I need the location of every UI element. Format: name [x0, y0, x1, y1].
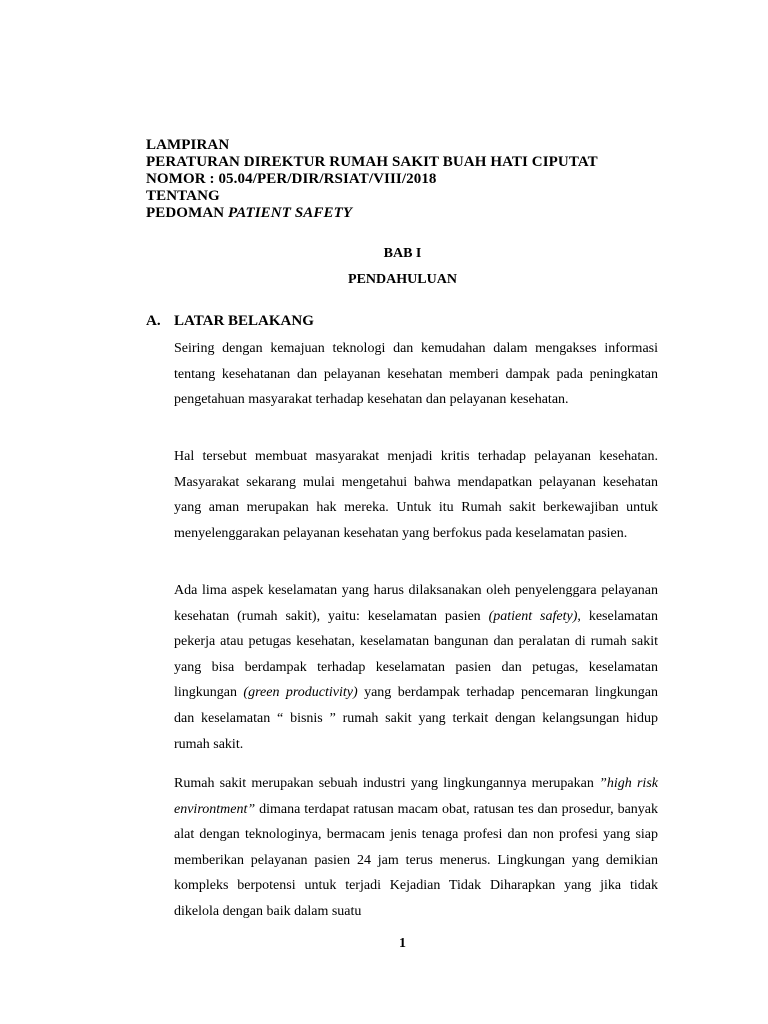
paragraph-3-text-c: , keselamatan pekerja atau petugas kesehatan, keselamatan bangunan dan peralatan di rumah sakit yang bisa berdampak terhadap keselamatan pasien dan petugas, keselamatan lingkungan — [174, 608, 658, 701]
paragraph-3 — [174, 578, 658, 757]
header-regulation-title: PERATURAN DIREKTUR RUMAH SAKIT BUAH HATI CIPUTAT — [146, 154, 598, 170]
paragraph-1-text: Seiring dengan kemajuan teknologi dan kemudahan dalam mengakses informasi tentang kesehatanan dan pelayanan kesehatan memberi dampak pada peningkatan pengetahuan masyarakat terhadap kesehatan dan pelayanan kesehatan. — [174, 341, 658, 408]
paragraph-2 — [174, 444, 658, 546]
chapter-number: BAB I — [383, 246, 422, 261]
header-lampiran: LAMPIRAN — [146, 137, 230, 153]
section-heading — [146, 313, 314, 330]
paragraph-2-text: Hal tersebut membuat masyarakat menjadi kritis terhadap pelayanan kesehatan. Masyarakat sekarang mulai mengetahui bahwa mendapatkan pelayanan kesehatan yang aman merupakan hak mereka. Untuk itu Rumah sakit berkewajiban untuk menyelenggarakan pelayanan kesehatan yang berfokus pada keselamatan pasien. — [174, 449, 658, 541]
section-number: A. — [146, 313, 161, 329]
paragraph-1 — [174, 336, 658, 413]
paragraph-3-text-e: yang berdampak terhadap pencemaran lingkungan dan keselamatan “ bisnis ” rumah sakit yang terkait dengan kelangsungan hidup rumah sakit. — [174, 685, 658, 752]
header-subject — [146, 205, 598, 222]
paragraph-3-italic-patient-safety: (patient safety) — [488, 608, 578, 624]
paragraph-4-italic-high-risk: ”high risk environtment” — [174, 776, 658, 817]
section-title: LATAR BELAKANG — [174, 313, 314, 329]
header-tentang: TENTANG — [146, 188, 220, 204]
header-subject-italic: PATIENT SAFETY — [228, 205, 353, 221]
page-number: 1 — [399, 936, 406, 951]
paragraph-4 — [174, 771, 658, 925]
header-document-number: NOMOR : 05.04/PER/DIR/RSIAT/VIII/2018 — [146, 171, 437, 187]
header-subject-prefix: PEDOMAN — [146, 205, 229, 221]
paragraph-3-text-a: Ada lima aspek keselamatan yang harus dilaksanakan oleh penyelenggara pelayanan kesehatan (rumah sakit), yaitu: keselamatan pasien — [174, 583, 658, 624]
paragraph-4-text-a: Rumah sakit merupakan sebuah industri yang lingkungannya merupakan — [174, 776, 600, 791]
paragraph-4-text-c: dimana terdapat ratusan macam obat, ratusan tes dan prosedur, banyak alat dengan teknologinya, bermacam jenis tenaga profesi dan non profesi yang siap memberikan pelayanan pasien 24 jam terus menerus. Lingkungan yang demikian kompleks berpotensi untuk terjadi Kejadian Tidak Diharapkan yang jika tidak dikelola dengan baik dalam suatu — [174, 801, 658, 919]
attachment-header — [146, 137, 598, 222]
paragraph-3-italic-green-productivity: (green productivity) — [243, 685, 358, 701]
chapter-title: PENDAHULUAN — [348, 272, 457, 287]
